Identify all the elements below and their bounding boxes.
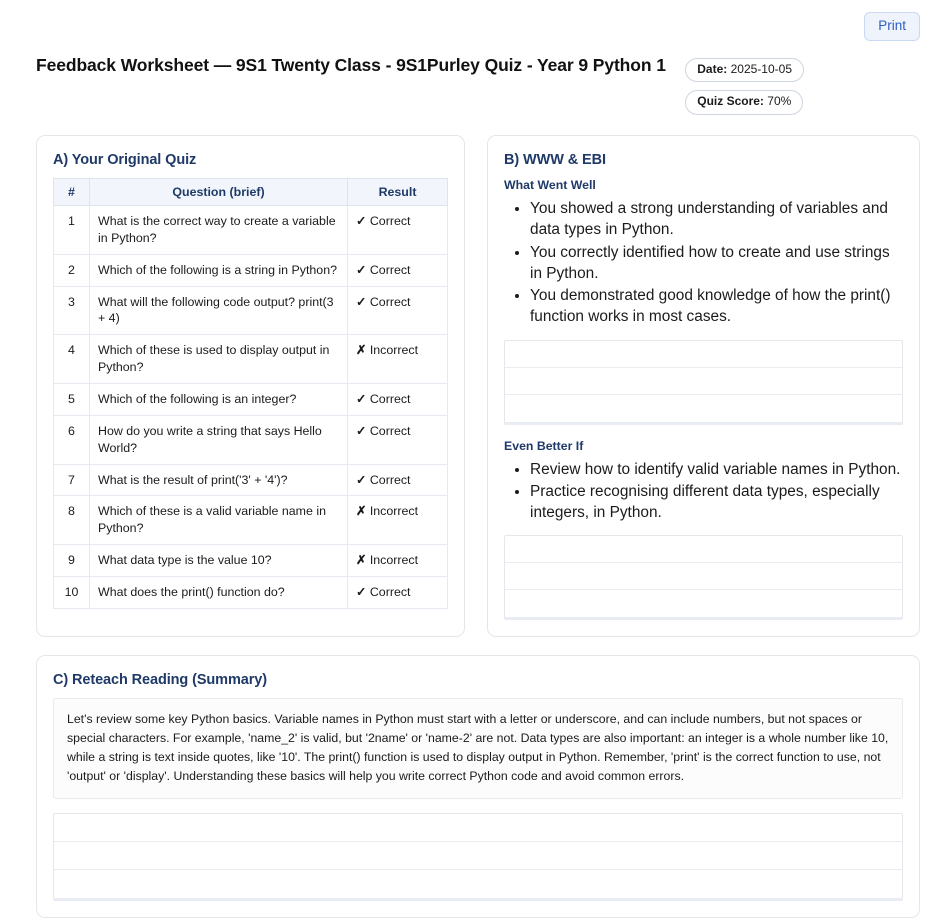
header-badges [685, 53, 804, 115]
writein-line[interactable] [54, 870, 902, 898]
page-title: Feedback Worksheet — 9S1 Twenty Class - 9S1Purley Quiz - Year 9 Python 1 [36, 54, 666, 75]
quiz-table-row [54, 415, 448, 464]
quiz-row-question: What is the result of print('3' + '4')? [90, 464, 348, 496]
section-a-card [36, 135, 465, 637]
quiz-row-result-label: Correct [366, 214, 411, 229]
ebi-heading: Even Better If [504, 438, 584, 453]
quiz-table-row [54, 464, 448, 496]
writein-line[interactable] [54, 842, 902, 870]
quiz-table-header-row [54, 179, 448, 206]
quiz-col-question: Question (brief) [90, 179, 348, 206]
ebi-list-item: • Practice recognising different data types, especially integers, in Python. [530, 481, 903, 524]
check-icon: ✓ [356, 472, 367, 487]
quiz-row-question: Which of the following is a string in Python? [90, 254, 348, 286]
writein-line[interactable] [505, 341, 902, 368]
check-icon: ✓ [356, 423, 367, 438]
section-b-card [487, 135, 920, 637]
quiz-row-number: 4 [54, 335, 90, 384]
quiz-col-number: # [54, 179, 90, 206]
quiz-row-question: What will the following code output? print(3 + 4) [90, 286, 348, 335]
writein-line[interactable] [505, 536, 902, 563]
ebi-writein-box[interactable] [504, 535, 903, 620]
quiz-row-number: 2 [54, 254, 90, 286]
ebi-list-item: • Review how to identify valid variable names in Python. [530, 459, 903, 480]
check-icon: ✓ [356, 392, 367, 407]
ebi-block [504, 439, 903, 621]
quiz-score-badge-label: Quiz Score: [697, 94, 764, 109]
quiz-row-number: 6 [54, 415, 90, 464]
quiz-table-body [54, 206, 448, 609]
www-list-item: • You demonstrated good knowledge of how the print() function works in most cases. [530, 285, 903, 328]
writein-line[interactable] [54, 814, 902, 842]
section-b-heading: B) WWW & EBI [504, 152, 606, 169]
cross-icon: ✗ [356, 504, 367, 519]
www-list-item: • You showed a strong understanding of variables and data types in Python. [530, 198, 903, 241]
reteach-writein-box[interactable] [53, 813, 903, 901]
quiz-score-badge [685, 90, 803, 115]
writein-line[interactable] [505, 395, 902, 422]
quiz-row-question: Which of these is a valid variable name in Python? [90, 496, 348, 545]
quiz-row-result [348, 545, 448, 577]
quiz-row-question: What data type is the value 10? [90, 545, 348, 577]
toolbar [0, 0, 942, 41]
section-c-wrap [0, 637, 942, 918]
quiz-row-question: Which of the following is an integer? [90, 384, 348, 416]
quiz-row-number: 10 [54, 577, 90, 609]
www-list [504, 198, 903, 328]
quiz-table-row [54, 577, 448, 609]
quiz-row-question: What does the print() function do? [90, 577, 348, 609]
quiz-row-result [348, 464, 448, 496]
quiz-row-result-label: Correct [366, 392, 411, 407]
quiz-row-result-label: Incorrect [366, 343, 419, 358]
quiz-table-row [54, 206, 448, 255]
quiz-table-row [54, 335, 448, 384]
quiz-table-row [54, 384, 448, 416]
page-header [0, 41, 942, 115]
quiz-row-number: 9 [54, 545, 90, 577]
www-block [504, 178, 903, 425]
date-badge-value: 2025-10-05 [730, 61, 792, 76]
cross-icon: ✗ [356, 343, 367, 358]
writein-line[interactable] [505, 368, 902, 395]
quiz-row-result [348, 496, 448, 545]
quiz-row-result [348, 254, 448, 286]
check-icon: ✓ [356, 294, 367, 309]
quiz-table-row [54, 286, 448, 335]
quiz-row-result [348, 286, 448, 335]
quiz-row-number: 7 [54, 464, 90, 496]
print-button[interactable]: Print [864, 12, 920, 41]
check-icon: ✓ [356, 585, 367, 600]
writein-line[interactable] [505, 563, 902, 590]
quiz-score-badge-value: 70% [767, 94, 792, 109]
quiz-row-result-label: Incorrect [366, 504, 419, 519]
quiz-row-result-label: Correct [366, 294, 411, 309]
quiz-row-number: 1 [54, 206, 90, 255]
quiz-row-result-label: Incorrect [366, 553, 419, 568]
quiz-row-result-label: Correct [366, 585, 411, 600]
date-badge-label: Date: [697, 61, 728, 76]
quiz-row-result-label: Correct [366, 472, 411, 487]
quiz-table-row [54, 254, 448, 286]
quiz-row-result [348, 335, 448, 384]
quiz-table-row [54, 496, 448, 545]
quiz-row-result [348, 415, 448, 464]
quiz-row-result [348, 384, 448, 416]
section-a-heading: A) Your Original Quiz [53, 152, 197, 169]
date-badge [685, 58, 804, 83]
writein-line[interactable] [505, 590, 902, 617]
check-icon: ✓ [356, 214, 367, 229]
quiz-col-result: Result [348, 179, 448, 206]
quiz-table-row [54, 545, 448, 577]
quiz-table [53, 178, 448, 609]
quiz-row-result-label: Correct [366, 262, 411, 277]
quiz-row-number: 8 [54, 496, 90, 545]
quiz-row-question: How do you write a string that says Hello World? [90, 415, 348, 464]
www-heading: What Went Well [504, 178, 596, 193]
www-list-item: • You correctly identified how to create and use strings in Python. [530, 242, 903, 285]
quiz-row-number: 3 [54, 286, 90, 335]
cross-icon: ✗ [356, 553, 367, 568]
quiz-row-question: What is the correct way to create a variable in Python? [90, 206, 348, 255]
main-columns [0, 115, 942, 637]
section-c-heading: C) Reteach Reading (Summary) [53, 672, 267, 689]
reteach-reading-text: Let's review some key Python basics. Variable names in Python must start with a letter or underscore, and can include numbers, but not spaces or special characters. For example, 'name_2' is valid, but '2name' or 'name-2' are not. Data types are also important: an integer is a whole number like 10, while a string is text inside quotes, like '10'. The print() function is used to display output in Python. Remember, 'print' is the correct function to use, not 'output' or 'display'. Understanding these basics will help you write correct Python code and avoid common errors. [53, 698, 903, 799]
quiz-row-result-label: Correct [366, 423, 411, 438]
quiz-row-result [348, 577, 448, 609]
section-c-card [36, 655, 920, 918]
check-icon: ✓ [356, 262, 367, 277]
quiz-row-question: Which of these is used to display output in Python? [90, 335, 348, 384]
www-writein-box[interactable] [504, 340, 903, 425]
quiz-row-number: 5 [54, 384, 90, 416]
ebi-list [504, 459, 903, 524]
quiz-row-result [348, 206, 448, 255]
